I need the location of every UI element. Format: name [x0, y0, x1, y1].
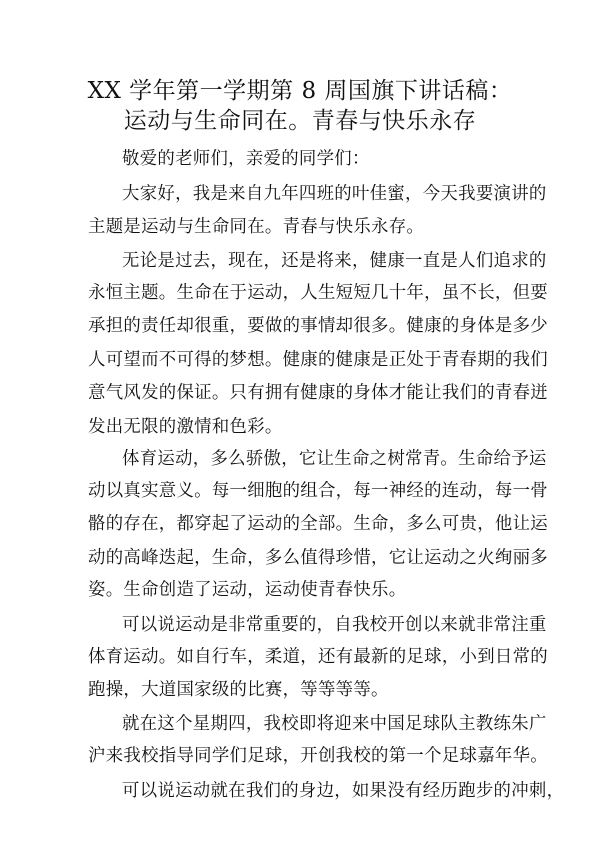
paragraph-4-line-2: 体育运动。如自行车，柔道，还有最新的足球，小到日常的 [88, 647, 548, 667]
paragraph-2-line-1: 无论是过去，现在，还是将来，健康一直是人们追求的 [122, 251, 547, 271]
paragraph-5-line-2: 沪来我校指导同学们足球，开创我校的第一个足球嘉年华。 [88, 746, 548, 766]
paragraph-2-line-3: 承担的责任却很重，要做的事情却很多。健康的身体是多少 [88, 316, 548, 336]
paragraph-5-line-1: 就在这个星期四，我校即将迎来中国足球队主教练朱广 [122, 714, 547, 734]
greeting-line: 敬爱的老师们，亲爱的同学们： [122, 149, 370, 169]
paragraph-3-line-2: 动以真实意义。每一细胞的组合，每一神经的连动，每一骨 [88, 481, 548, 501]
document-title-line-2: 运动与生命同在。青春与快乐永存 [123, 108, 477, 134]
paragraph-6-line-1: 可以说运动就在我们的身边，如果没有经历跑步的冲刺， [122, 781, 565, 801]
paragraph-4-line-1: 可以说运动是非常重要的，自我校开创以来就非常注重 [122, 615, 547, 635]
paragraph-2-line-5: 意气风发的保证。只有拥有健康的身体才能让我们的青春迸 [88, 383, 548, 403]
paragraph-3-line-3: 骼的存在，都穿起了运动的全部。生命，多么可贵，他让运 [88, 514, 548, 534]
paragraph-3-line-5: 姿。生命创造了运动，运动使青春快乐。 [88, 580, 407, 600]
paragraph-3-line-4: 动的高峰迭起，生命，多么值得珍惜，它让运动之火绚丽多 [88, 548, 548, 568]
paragraph-2-line-2: 永恒主题。生命在于运动，人生短短几十年，虽不长，但要 [88, 283, 548, 303]
paragraph-2-line-6: 发出无限的激情和色彩。 [88, 417, 283, 437]
paragraph-2-line-4: 人可望而不可得的梦想。健康的健康是正处于青春期的我们 [88, 350, 548, 370]
paragraph-1-line-1: 大家好，我是来自九年四班的叶佳蜜，今天我要演讲的 [122, 184, 547, 204]
paragraph-4-line-3: 跑操，大道国家级的比赛，等等等等。 [88, 680, 389, 700]
paragraph-1-line-2: 主题是运动与生命同在。青春与快乐永存。 [88, 217, 425, 237]
paragraph-3-line-1: 体育运动，多么骄傲，它让生命之树常青。生命给予运 [122, 449, 547, 469]
document-title-line-1: XX 学年第一学期第 8 周国旗下讲话稿： [87, 78, 513, 104]
